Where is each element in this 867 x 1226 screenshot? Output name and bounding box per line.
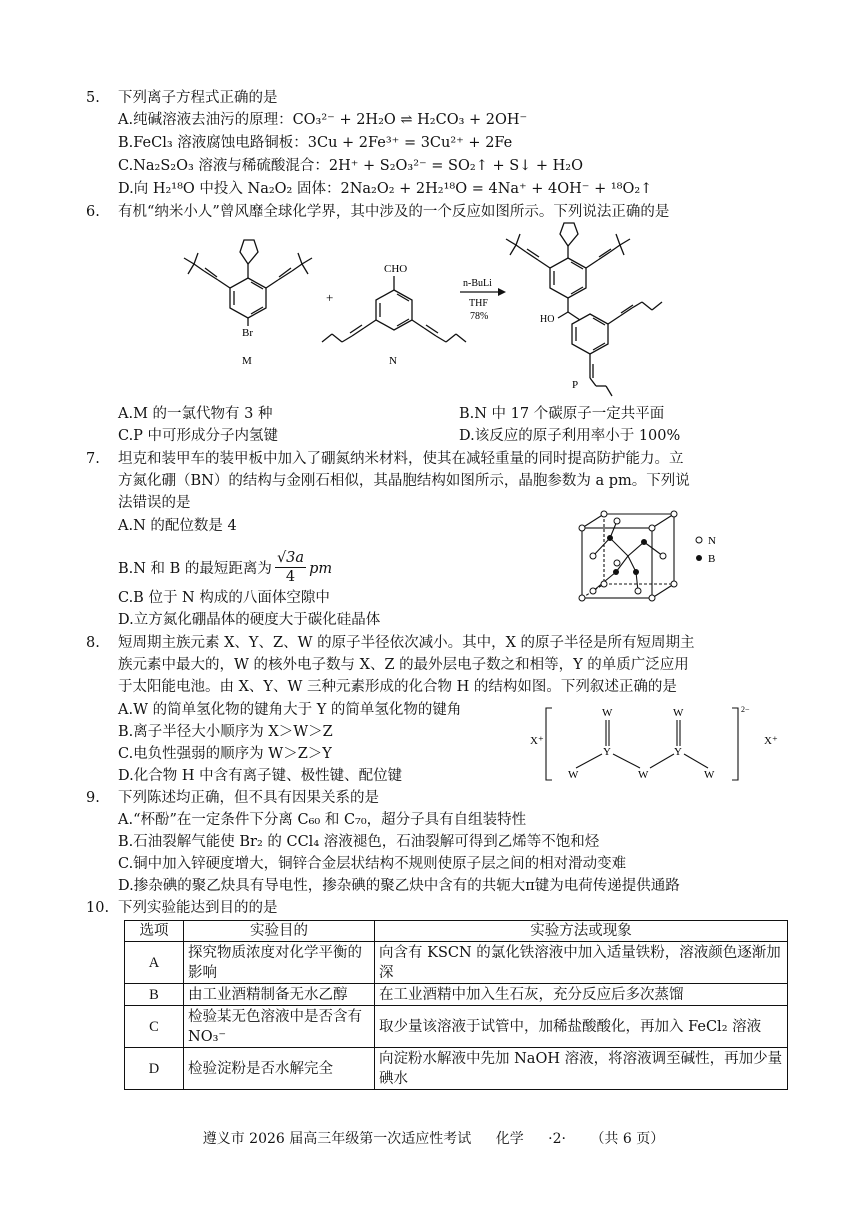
x-left-ion: X⁺ — [530, 735, 544, 747]
q7-stem-line-1: 坦克和装甲车的装甲板中加入了硼氮纳米材料，使其在减轻重量的同时提高防护能力。立 — [118, 451, 684, 467]
q7-option-b-fraction — [275, 549, 306, 586]
q9-number: 9. — [86, 790, 100, 806]
m-dioxolane-ring — [240, 240, 258, 264]
legend-b-marker — [696, 555, 702, 561]
q9-option-c: C.铜中加入锌硬度增大，铜锌合金层状结构不规则使原子层之间的相对滑动变难 — [118, 856, 627, 872]
q7-stem-line-3: 法错误的是 — [118, 495, 191, 511]
h-w-bottom-right: W — [704, 769, 715, 781]
q7-stem-line-2: 方氮化硼（BN）的结构与金刚石相似，其晶胞结构如图所示，晶胞参数为 a pm。下列说 — [118, 473, 690, 489]
legend-n-label: N — [708, 535, 716, 547]
q5-option-d: D.向 H₂¹⁸O 中投入 Na₂O₂ 固体：2Na₂O₂ + 2H₂¹⁸O = 4Na⁺ + 4OH⁻ + ¹⁸O₂↑ — [118, 181, 653, 197]
reagent-top-label: n-BuLi — [463, 278, 492, 289]
row-key: A — [125, 942, 184, 984]
q5-option-a: A.纯碱溶液去油污的原理：CO₃²⁻ + 2H₂O ⇌ H₂CO₃ + 2OH⁻ — [118, 112, 528, 128]
q8-option-c: C.电负性强弱的顺序为 W＞Z＞Y — [118, 746, 332, 762]
reaction-scheme — [180, 222, 680, 400]
q5-option-b: B.FeCl₃ 溶液腐蚀电路铜板：3Cu + 2Fe³⁺ = 3Cu²⁺ + 2Fe — [118, 135, 513, 151]
n-cho-label: CHO — [384, 263, 408, 275]
q6-option-d: D.该反应的原子利用率小于 100% — [459, 428, 681, 444]
experiment-table — [124, 920, 788, 1090]
q7-number: 7. — [86, 451, 100, 467]
header-method: 实验方法或现象 — [375, 921, 788, 942]
q6-stem: 有机“纳米小人”曾风靡全球化学界，其中涉及的一个反应如图所示。下列说法正确的是 — [118, 204, 670, 220]
x-right-ion: X⁺ — [764, 735, 778, 747]
q7-option-d: D.立方氮化硼晶体的硬度大于碳化硅晶体 — [118, 612, 381, 628]
reagent-mid-label: THF — [469, 298, 488, 309]
q6-option-c: C.P 中可形成分子内氢键 — [118, 428, 279, 444]
q9-stem: 下列陈述均正确，但不具有因果关系的是 — [118, 790, 379, 806]
q7-option-b-prefix: B.N 和 B 的最短距离为 — [118, 560, 272, 577]
p-upper-benzene-ring — [550, 258, 586, 298]
row-method: 在工业酒精中加入生石灰，充分反应后多次蒸馏 — [375, 984, 788, 1006]
bn-unit-cell-diagram — [572, 510, 732, 602]
q7-option-b-unit: pm — [309, 560, 333, 577]
q7-option-c: C.B 位于 N 构成的八面体空隙中 — [118, 590, 330, 606]
reaction-arrow-head — [498, 288, 506, 296]
table-header-row — [125, 921, 788, 942]
row-purpose: 探究物质浓度对化学平衡的影响 — [184, 942, 375, 984]
p-name-label: P — [572, 379, 579, 391]
h-w-top-left: W — [602, 707, 613, 719]
q10-stem: 下列实验能达到目的的是 — [118, 900, 278, 916]
q8-stem-line-2: 族元素中最大的，W 的核外电子数与 X、Z 的最外层电子数之和相等，Y 的单质广泛应用 — [118, 657, 689, 673]
table-row — [125, 942, 788, 984]
q8-number: 8. — [86, 635, 100, 651]
q8-option-a: A.W 的简单氢化物的键角大于 Y 的简单氢化物的键角 — [118, 702, 462, 718]
q6-option-a: A.M 的一氯代物有 3 种 — [118, 406, 273, 422]
table-row — [125, 1006, 788, 1048]
row-key: C — [125, 1006, 184, 1048]
q5-number: 5. — [86, 90, 100, 106]
table-row — [125, 984, 788, 1006]
row-method: 向含有 KSCN 的氯化铁溶液中加入适量铁粉，溶液颜色逐渐加深 — [375, 942, 788, 984]
m-br-label: Br — [242, 327, 253, 339]
h-y-right: Y — [674, 746, 682, 758]
legend-n-marker — [696, 537, 702, 543]
h-w-bottom-left: W — [568, 769, 579, 781]
q5-option-c: C.Na₂S₂O₃ 溶液与稀硫酸混合：2H⁺ + S₂O₃²⁻ = SO₂↑ + S↓ + H₂O — [118, 158, 584, 174]
m-benzene-ring — [230, 278, 266, 318]
footer-exam-title: 遵义市 2026 届高三年级第一次适应性考试 — [202, 1131, 472, 1147]
h-y-left: Y — [603, 746, 611, 758]
q6-option-b: B.N 中 17 个碳原子一定共平面 — [459, 406, 665, 422]
anion-charge: 2− — [741, 705, 750, 714]
p-lower-benzene-ring — [572, 314, 608, 354]
q6-number: 6. — [86, 204, 100, 220]
q8-stem-line-3: 于太阳能电池。由 X、Y、W 三种元素形成的化合物 H 的结构如图。下列叙述正确的是 — [118, 679, 677, 695]
legend-b-label: B — [708, 553, 716, 565]
q8-stem-line-1: 短周期主族元素 X、Y、Z、W 的原子半径依次减小。其中，X 的原子半径是所有短周期主 — [118, 635, 695, 651]
q9-option-b: B.石油裂解气能使 Br₂ 的 CCl₄ 溶液褪色，石油裂解可得到乙烯等不饱和烃 — [118, 834, 600, 850]
row-method: 取少量该溶液于试管中，加稀盐酸酸化，再加入 FeCl₂ 溶液 — [375, 1006, 788, 1048]
page-footer — [0, 1128, 867, 1148]
h-w-top-right: W — [673, 707, 684, 719]
q10-number: 10. — [86, 900, 110, 916]
q8-option-d: D.化合物 H 中含有离子键、极性键、配位键 — [118, 768, 403, 784]
compound-h-structure — [528, 702, 798, 786]
row-key: B — [125, 984, 184, 1006]
footer-subject: 化学 — [495, 1131, 524, 1147]
m-name-label: M — [242, 355, 252, 367]
q7-option-b — [118, 550, 332, 587]
reagent-bot-label: 78% — [470, 311, 489, 322]
row-purpose: 检验某无色溶液中是否含有 NO₃⁻ — [184, 1006, 375, 1048]
header-option: 选项 — [125, 921, 184, 942]
row-key: D — [125, 1048, 184, 1090]
plus-sign: + — [326, 290, 334, 305]
q9-option-a: A.“杯酚”在一定条件下分离 C₆₀ 和 C₇₀，超分子具有自组装特性 — [118, 812, 527, 828]
row-purpose: 由工业酒精制备无水乙醇 — [184, 984, 375, 1006]
h-w-bridge: W — [638, 769, 649, 781]
q7-option-b-numerator: √3a — [276, 550, 305, 566]
footer-total-pages: （共 6 页） — [590, 1131, 665, 1147]
n-name-label: N — [389, 355, 397, 367]
q7-option-b-denominator: 4 — [285, 569, 296, 585]
row-method: 向淀粉水解液中先加 NaOH 溶液，将溶液调至碱性，再加少量碘水 — [375, 1048, 788, 1090]
q9-option-d: D.掺杂碘的聚乙炔具有导电性，掺杂碘的聚乙炔中含有的共轭大π键为电荷传递提供通路 — [118, 878, 680, 894]
header-purpose: 实验目的 — [184, 921, 375, 942]
row-purpose: 检验淀粉是否水解完全 — [184, 1048, 375, 1090]
q8-option-b: B.离子半径大小顺序为 X＞W＞Z — [118, 724, 333, 740]
table-row — [125, 1048, 788, 1090]
p-ho-label: HO — [540, 314, 555, 325]
q5-stem: 下列离子方程式正确的是 — [118, 90, 278, 106]
q7-option-a: A.N 的配位数是 4 — [118, 518, 237, 534]
footer-page-number: ·2· — [548, 1131, 566, 1147]
n-benzene-ring — [376, 290, 412, 330]
